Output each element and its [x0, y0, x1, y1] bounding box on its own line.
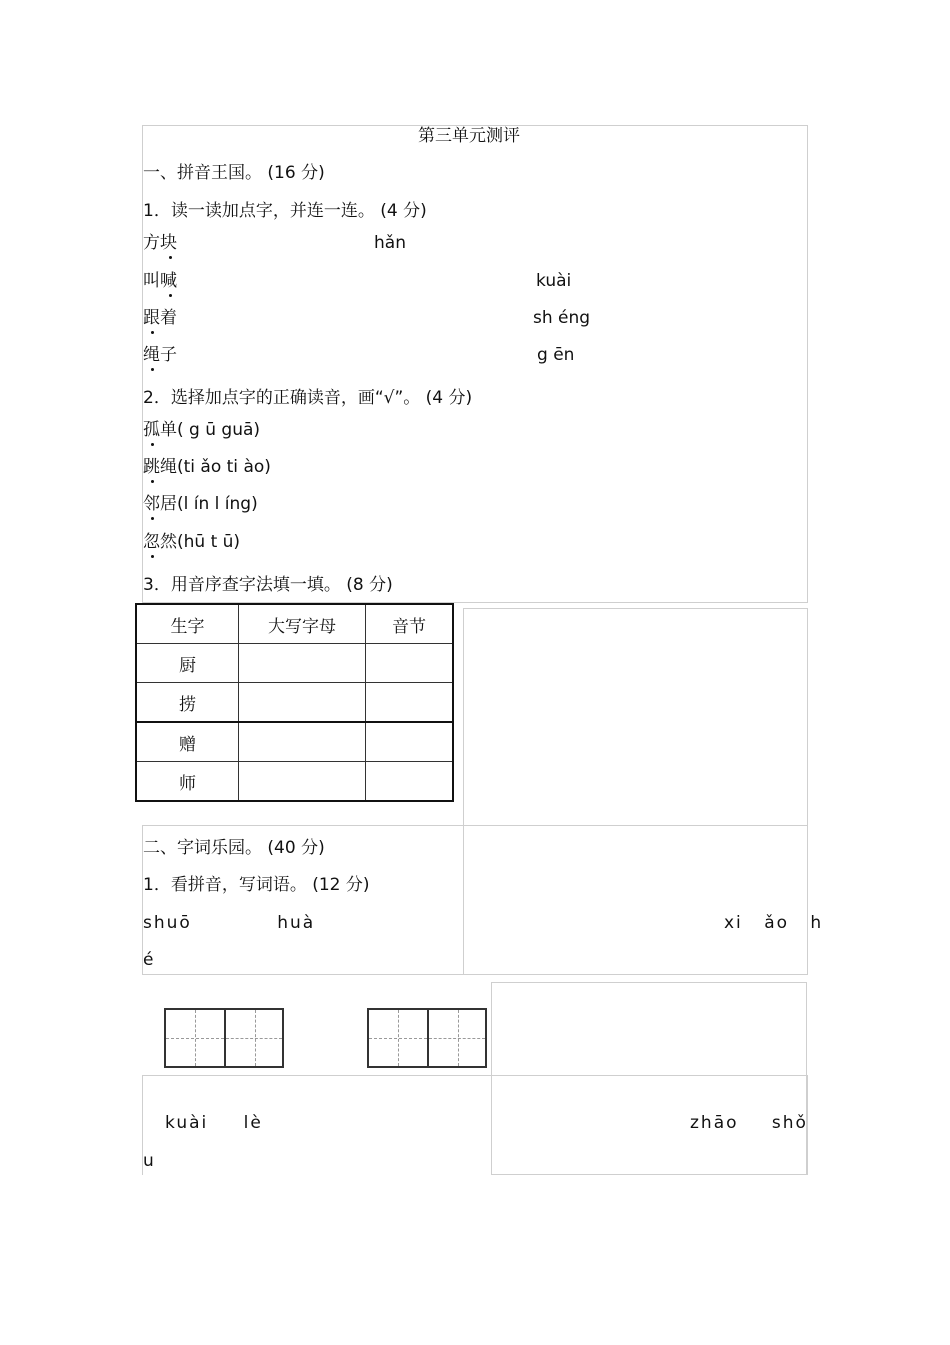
q1-pinyin: sh éng: [533, 308, 591, 328]
q3-prompt: 3．用音序查字法填一填。 (8 分): [143, 575, 393, 595]
q2-item: 跳绳(ti ǎo ti ào): [143, 457, 271, 477]
section1-heading: 一、拼音王国。 (16 分): [143, 163, 325, 183]
emphasis-dot: [169, 256, 172, 259]
emphasis-dot: [151, 331, 154, 334]
emphasis-dot: [151, 443, 154, 446]
table-cell-syllable[interactable]: [366, 644, 454, 683]
q1-pinyin: hǎn: [374, 233, 406, 253]
q1-word: 叫喊: [143, 271, 177, 291]
emphasis-dot: [151, 480, 154, 483]
q1-pinyin: kuài: [536, 271, 572, 291]
q1-word: 跟着: [143, 308, 177, 328]
pinyin-wrap: é: [143, 950, 154, 970]
table-row: [136, 722, 453, 762]
q2-prompt: 2．选择加点字的正确读音，画“√”。 (4 分): [143, 388, 473, 408]
q1-prompt: 1．读一读加点字，并连一连。 (4 分): [143, 201, 427, 221]
section2-heading: 二、字词乐园。 (40 分): [143, 838, 325, 858]
q1-word: 绳子: [143, 345, 177, 365]
emphasis-dot: [151, 368, 154, 371]
emphasis-dot: [151, 517, 154, 520]
table-row: [136, 683, 453, 723]
table-cell-letter[interactable]: [239, 644, 366, 683]
writing-grid[interactable]: [367, 1008, 487, 1068]
q2-item: 邻居(l ín l íng): [143, 494, 258, 514]
table-cell-letter[interactable]: [239, 683, 366, 723]
pinyin-left: shuō huà: [143, 913, 316, 933]
pinyin-left: kuài lè: [165, 1113, 263, 1133]
table-header: 生字: [136, 604, 239, 644]
q2-item: 孤单( g ū guā): [143, 420, 261, 440]
table-cell-letter[interactable]: [239, 762, 366, 802]
table-cell-syllable[interactable]: [366, 722, 454, 762]
pinyin-right: zhāo shǒ: [690, 1113, 808, 1133]
section-frame-top: [142, 125, 808, 603]
s2q1-prompt: 1．看拼音，写词语。 (12 分): [143, 875, 370, 895]
table-cell-char: 赠: [136, 722, 239, 762]
pinyin-right: xi ǎo h: [724, 913, 824, 933]
table-cell-letter[interactable]: [239, 722, 366, 762]
q1-pinyin: g ēn: [537, 345, 575, 365]
table-cell-char: 捞: [136, 683, 239, 723]
writing-grid[interactable]: [164, 1008, 284, 1068]
q1-word: 方块: [143, 233, 177, 253]
table-cell-syllable[interactable]: [366, 683, 454, 723]
pinyin-wrap: u: [143, 1151, 154, 1171]
table-row: [136, 762, 453, 802]
char-lookup-table: [135, 603, 454, 802]
emphasis-dot: [169, 294, 172, 297]
table-header: 大写字母: [239, 604, 366, 644]
table-cell-syllable[interactable]: [366, 762, 454, 802]
table-cell-char: 厨: [136, 644, 239, 683]
table-row: [136, 644, 453, 683]
page-title: 第三单元测评: [418, 126, 520, 146]
table-header-row: [136, 604, 453, 644]
emphasis-dot: [151, 555, 154, 558]
table-header: 音节: [366, 604, 454, 644]
table-cell-char: 师: [136, 762, 239, 802]
q2-item: 忽然(hū t ū): [143, 532, 241, 552]
